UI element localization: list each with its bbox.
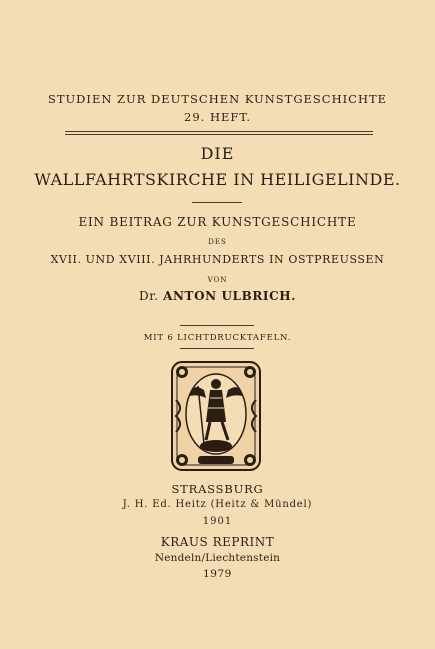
author-line [0, 289, 435, 303]
imprint-publisher: J. H. Ed. Heitz (Heitz & Mündel) [122, 499, 313, 510]
author-name: ANTON ULBRICH. [163, 289, 296, 303]
subtitle-line-1: EIN BEITRAG ZUR KUNSTGESCHICHTE [78, 215, 357, 229]
subtitle-line-2: XVII. UND XVIII. JAHRHUNDERTS IN OSTPREUSSEN [50, 253, 385, 266]
series-title: STUDIEN ZUR DEUTSCHEN KUNSTGESCHICHTE [47, 92, 388, 106]
subtitle-connector-von: VON [207, 276, 228, 284]
title-line-1: DIE [200, 144, 235, 163]
printers-mark-icon [170, 360, 262, 472]
double-rule-divider [65, 131, 373, 135]
plates-note: MIT 6 LICHTDRUCKTAFELN. [143, 333, 292, 343]
plates-rule-top [180, 325, 254, 326]
subtitle-connector-des: DES [208, 238, 227, 246]
issue-number: 29. HEFT. [184, 110, 251, 124]
reprint-place: Nendeln/Liechtenstein [154, 552, 281, 564]
author-prefix: Dr. [139, 289, 159, 303]
reprint-publisher: KRAUS REPRINT [160, 535, 275, 549]
short-rule-divider [192, 202, 242, 203]
title-line-2: WALLFAHRTSKIRCHE IN HEILIGELINDE. [34, 170, 401, 189]
imprint-city: STRASSBURG [171, 482, 264, 496]
plates-rule-bottom [180, 348, 254, 349]
imprint-year: 1901 [202, 516, 233, 527]
reprint-year: 1979 [203, 568, 232, 580]
